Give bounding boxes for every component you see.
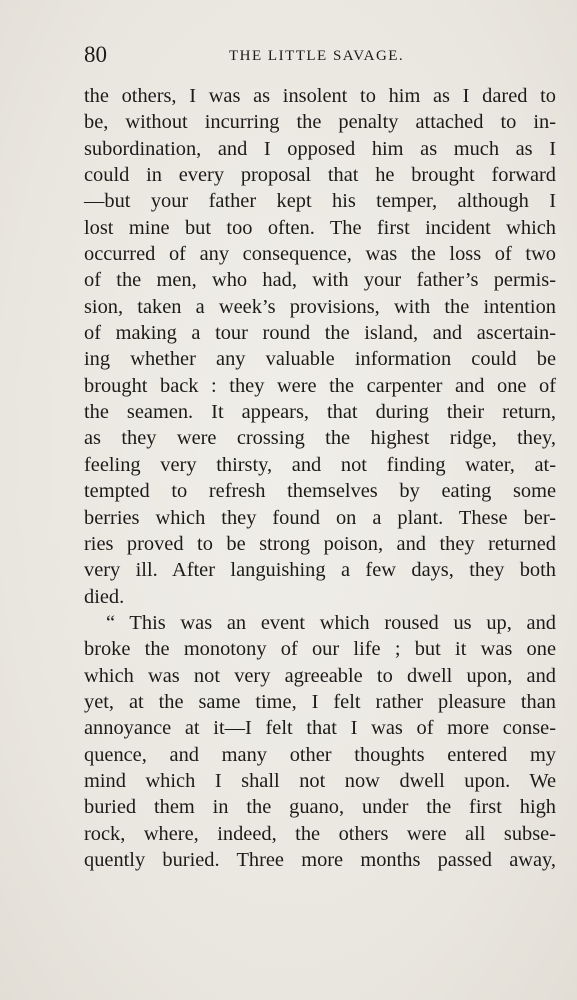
text-line: could in every proposal that he brought forward (84, 164, 556, 187)
running-head (84, 40, 554, 70)
page-number: 80 (84, 42, 107, 67)
text-line: very ill. After languishing a few days, they both (84, 559, 556, 582)
text-line: subordination, and I opposed him as much as I (84, 137, 556, 160)
text-line: brought back : they were the carpenter and one of (84, 374, 556, 397)
paragraph-start-line: “ This was an event which roused us up, and (106, 611, 556, 634)
text-line: be, without incurring the penalty attached to in- (84, 111, 556, 134)
body-text (84, 83, 556, 873)
text-line: quently buried. Three more months passed away, (84, 848, 556, 871)
text-line: occurred of any consequence, was the loss of two (84, 243, 556, 266)
text-line: annoyance at it—I felt that I was of more conse- (84, 717, 556, 740)
text-line: of the men, who had, with your father’s permis- (84, 269, 556, 292)
text-line: broke the monotony of our life ; but it was one (84, 638, 556, 661)
text-line: buried them in the guano, under the first high (84, 796, 556, 819)
text-line: feeling very thirsty, and not finding water, at- (84, 453, 556, 476)
text-line: ing whether any valuable information could be (84, 348, 556, 371)
text-line: tempted to refresh themselves by eating some (84, 480, 556, 503)
text-line: of making a tour round the island, and ascertain- (84, 322, 556, 345)
text-line: as they were crossing the highest ridge, they, (84, 427, 556, 450)
text-line: the others, I was as insolent to him as I dared to (84, 85, 556, 107)
text-line: —but your father kept his temper, although I (84, 190, 556, 213)
text-line: sion, taken a week’s provisions, with the intention (84, 295, 556, 318)
text-line: yet, at the same time, I felt rather pleasure than (84, 690, 556, 713)
text-line: lost mine but too often. The first incident which (84, 216, 556, 239)
text-line: which was not very agreeable to dwell upon, and (84, 664, 556, 687)
text-line: the seamen. It appears, that during their return, (84, 401, 556, 424)
text-line: ries proved to be strong poison, and they returned (84, 532, 556, 555)
paragraph-end-line: died. (84, 585, 125, 608)
text-line: berries which they found on a plant. These ber- (84, 506, 556, 529)
text-line: quence, and many other thoughts entered my (84, 743, 556, 766)
text-line: mind which I shall not now dwell upon. We (84, 769, 556, 792)
text-line: rock, where, indeed, the others were all subse- (84, 822, 556, 845)
running-title: THE LITTLE SAVAGE. (229, 48, 405, 64)
